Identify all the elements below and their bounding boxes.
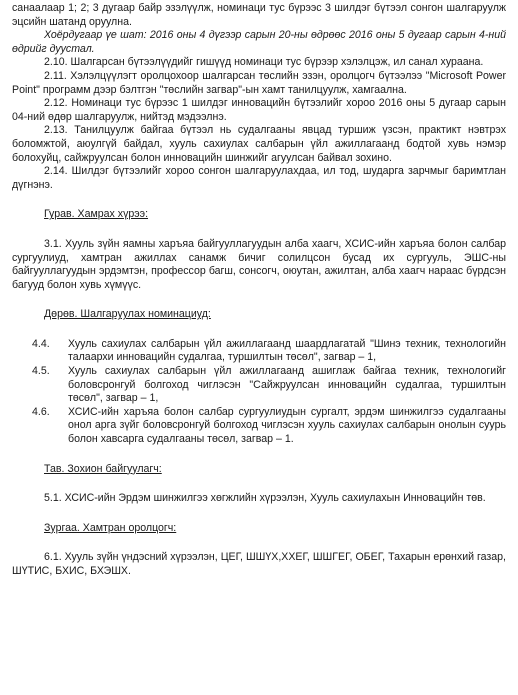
nomination-item [12,365,506,406]
nomination-item [12,338,506,365]
section-4-heading: Дөрөв. Шалгаруулах номинациуд: [44,308,211,321]
section-5-heading: Тав. Зохион байгуулагч: [44,462,162,475]
nomination-text: ХСИС-ийн харъяа болон салбар сургуулиудын сургалт, эрдэм шинжилгээ судалгааны онол арга зүйг боловсронгуй болгоход чиглэсэн хууль сахиулах салбарын онолын суурь болон хавсарга судалгааны төсөл, загвар – 1. [68,405,506,446]
section-6-heading: Зургаа. Хамтран оролцогч: [44,521,177,534]
paragraph-2-12: 2.12. Номинаци тус бүрээс 1 шилдэг инновацийн бүтээлийг хороо 2016 оны 5 дугаар сарын 04-ний өдөр шалгаруулж, нийтэд мэдээлнэ. [12,97,506,123]
paragraph-5-1: 5.1. ХСИС-ийн Эрдэм шинжилгээ хөгжлийн хүрээлэн, Хууль сахиулахын Инновацийн төв. [44,492,486,505]
paragraph-2-13: 2.13. Танилцуулж байгаа бүтээл нь судалгааны явцад туршиж үзсэн, практикт нэвтрэх боломжтой, аюулгүй байдал, хууль сахиулах салбарын үйл ажиллагаанд бодтой хувь нэмэр болохуйц, сайжруулсан болон инновацийн шинжийг агуулсан байвал зохино. [12,124,506,164]
nomination-number: 4.6. [32,405,50,418]
nomination-number: 4.5. [32,365,50,378]
schedule-note: Хоёрдугаар үе шат: 2016 оны 4 дүгээр сарын 20-ны өдрөөс 2016 оны 5 дугаар сарын 4-ний өдрийг дуустал. [12,29,506,55]
nomination-item [12,406,506,447]
section-3-heading: Гурав. Хамрах хүрээ: [44,208,149,221]
nomination-number: 4.4. [32,337,50,350]
continuation-paragraph: санаалаар 1; 2; 3 дугаар байр эзэлүүлж, номинаци тус бүрээс 3 шилдэг бүтээл сонгон шалгаруулж эцсийн шатанд оруулна. [12,2,506,28]
nomination-text: Хууль сахиулах салбарын үйл ажиллагаанд шаардлагатай "Шинэ техник, технологийн талаархи инновацийн судалгаа, туршилтын төсөл", загвар – 1, [68,337,506,364]
paragraph-2-14: 2.14. Шилдэг бүтээлийг хороо сонгон шалгаруулахдаа, ил тод, шударга зарчмыг баримтлан дүгнэнэ. [12,165,506,191]
paragraph-3-1: 3.1. Хууль зүйн яамны харъяа байгууллагуудын алба хаагч, ХСИС-ийн харъяа болон салбар сургуулиуд, хамтран ажиллах санамж бичиг солилцсон бусад их сургууль, ЭШС-ны байгууллагуудын эрдэмтэн, профессор багш, сонсогч, оюутан, ажилтан, алба хаагч нараас бүрдсэн багууд болон хувь хүмүүс. [12,237,506,291]
paragraph-2-11: 2.11. Хэлэлцүүлэгт оролцохоор шалгарсан төслийн эзэн, оролцогч бүтээлээ "Microsoft Power Point" программ дээр бэлтгэн "төслийн загвар"-ын хамт танилцуулж, хамгаална. [12,69,506,96]
nomination-text: Хууль сахиулах салбарын үйл ажиллагаанд ашиглаж байгаа техник, технологийг боловсронгуй болгоход чиглэсэн "Сайжруулсан инновацийн судалгаа, туршилтын төсөл", загвар – 1, [68,365,506,405]
paragraph-2-10: 2.10. Шалгарсан бүтээлүүдийг гишүүд номинаци тус бүрээр хэлэлцэж, ил санал хураана. [44,56,484,69]
paragraph-6-1: 6.1. Хууль зүйн үндэсний хүрээлэн, ЦЕГ, ШШҮХ,ХХЕГ, ШШГЕГ, ОБЕГ, Тахарын ерөнхий газар, ШҮТИС, БХИС, БХЭШХ. [12,551,506,577]
